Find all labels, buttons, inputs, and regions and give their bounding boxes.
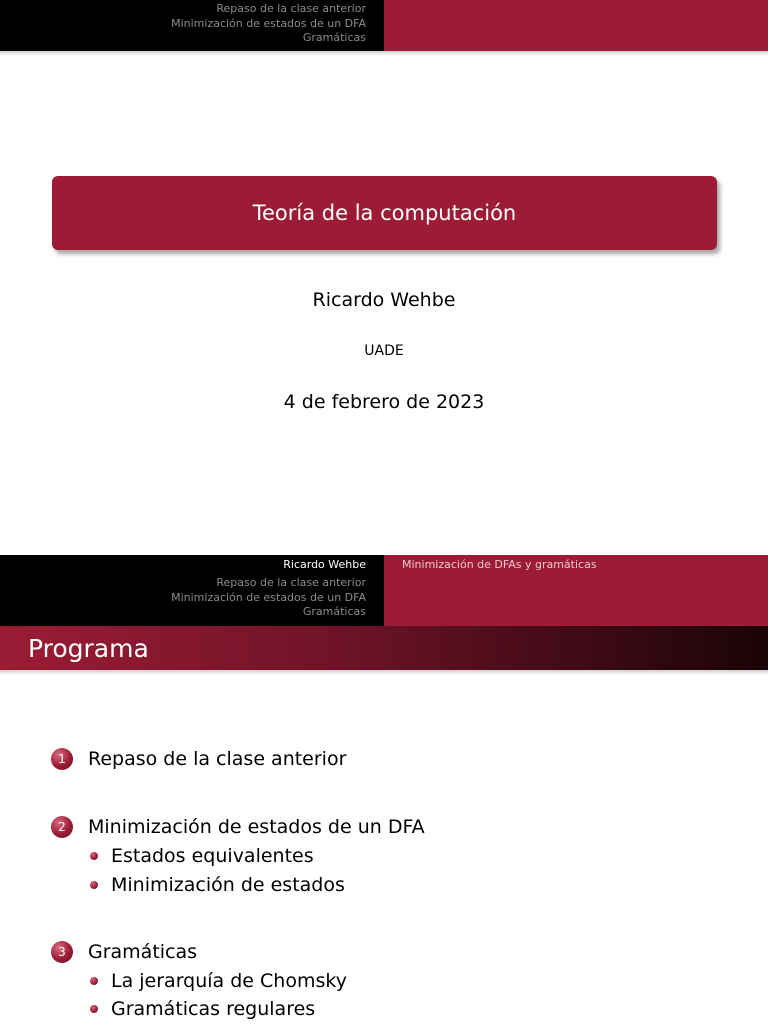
section-number-ball: 1 [51, 748, 73, 770]
bullet-icon [90, 977, 98, 985]
toc-subsection-label: La jerarquía de Chomsky [111, 970, 347, 992]
toc-section-2[interactable] [51, 816, 425, 838]
slide2-section-nav [171, 576, 366, 620]
toc-section-label: Minimización de estados de un DFA [88, 816, 425, 838]
section-number-ball: 3 [51, 941, 73, 963]
bullet-icon [90, 881, 98, 889]
toc-subsection-label: Gramáticas regulares [111, 998, 316, 1020]
slide1-header-left-panel [0, 0, 384, 51]
presentation-date: 4 de febrero de 2023 [283, 391, 485, 413]
title-block [52, 176, 717, 250]
nav-link-minimizacion[interactable]: Minimización de estados de un DFA [171, 16, 366, 30]
nav-link-minimizacion[interactable]: Minimización de estados de un DFA [171, 590, 366, 604]
slide1-header [0, 0, 768, 51]
institute: UADE [364, 343, 404, 359]
toc-subsection-gramaticas-regulares[interactable] [90, 998, 315, 1020]
author-name: Ricardo Wehbe [312, 289, 456, 311]
nav-link-gramaticas[interactable]: Gramáticas [302, 605, 366, 618]
nav-link-gramaticas[interactable]: Gramáticas [302, 31, 366, 44]
slide1-header-right-panel [384, 0, 768, 51]
toc-subsection-label: Minimización de estados [111, 874, 345, 896]
bullet-icon [90, 852, 98, 860]
slide2-header-left-panel [0, 555, 384, 626]
slide1-section-nav [171, 2, 366, 46]
slide2-header-right-panel [384, 555, 768, 626]
toc-section-3[interactable] [51, 941, 197, 963]
nav-link-repaso[interactable]: Repaso de la clase anterior [216, 2, 366, 15]
toc-subsection-label: Estados equivalentes [111, 845, 314, 867]
presentation-title: Teoría de la computación [252, 201, 517, 225]
section-number-ball: 2 [51, 816, 73, 838]
toc-subsection-estados-equivalentes[interactable] [90, 845, 314, 867]
header-talk-title: Minimización de DFAs y gramáticas [402, 558, 597, 571]
slide2-header [0, 555, 768, 626]
frame-title-shadow [0, 670, 768, 675]
toc-section-label: Gramáticas [88, 941, 198, 963]
frame-title-bar [0, 626, 768, 670]
toc-subsection-minimizacion-de-estados[interactable] [90, 874, 345, 896]
nav-link-repaso[interactable]: Repaso de la clase anterior [216, 576, 366, 589]
header-shadow [0, 51, 768, 56]
toc-section-1[interactable] [51, 748, 346, 770]
frame-title: Programa [28, 633, 149, 663]
toc-subsection-jerarquia-chomsky[interactable] [90, 970, 347, 992]
toc-section-label: Repaso de la clase anterior [88, 748, 347, 770]
bullet-icon [90, 1005, 98, 1013]
header-author: Ricardo Wehbe [283, 558, 366, 571]
